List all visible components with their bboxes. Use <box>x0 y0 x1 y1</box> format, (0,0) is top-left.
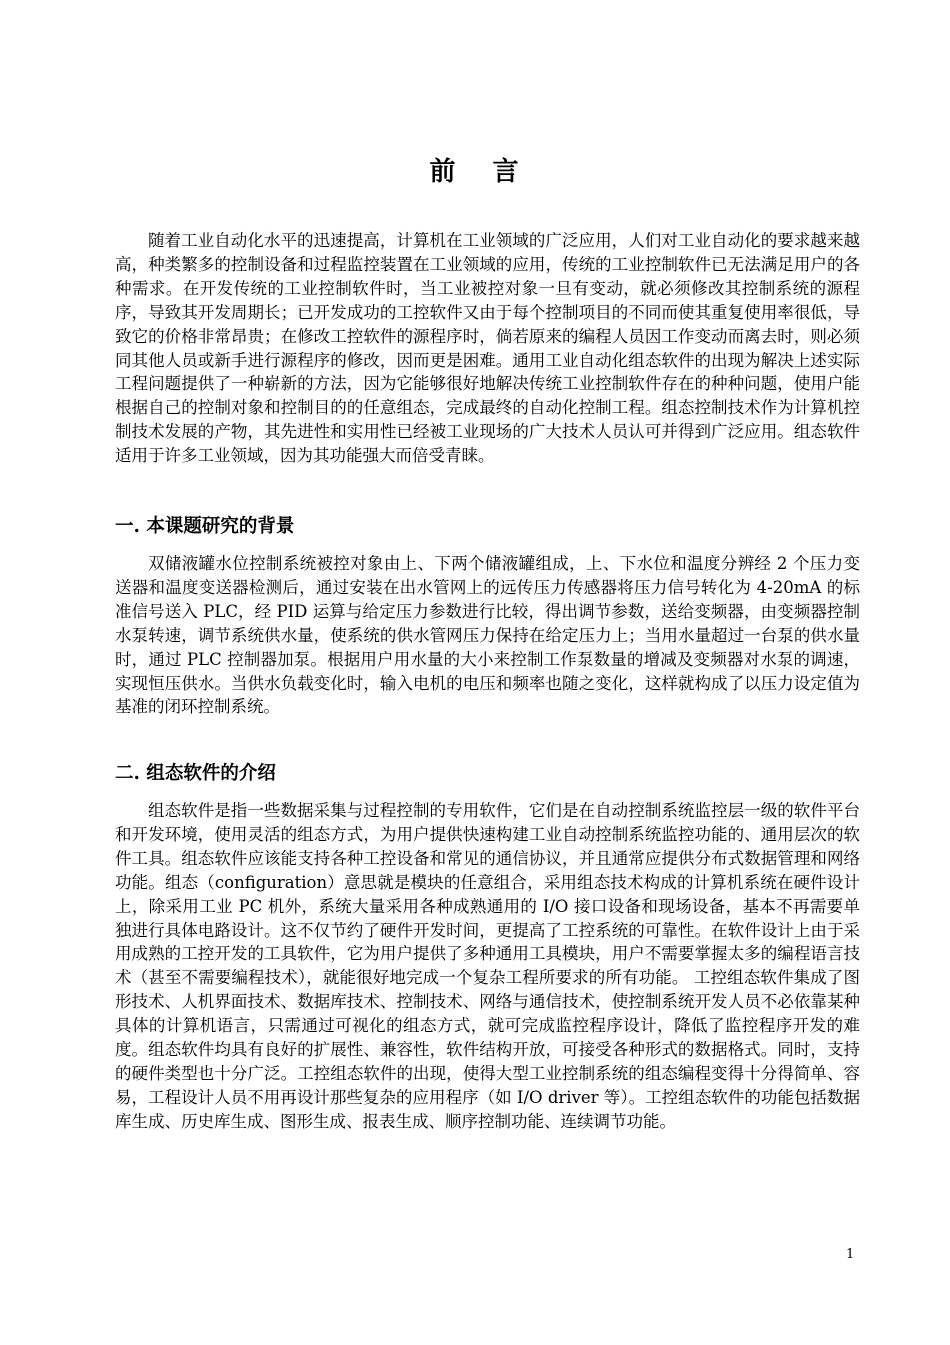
section-heading-background: 一. 本课题研究的背景 <box>115 516 295 537</box>
section-heading-configuration-software: 二. 组态软件的介绍 <box>115 763 276 784</box>
page-number: 1 <box>846 1247 855 1262</box>
background-paragraph: 双储液罐水位控制系统被控对象由上、下两个储液罐组成，上、下水位和温度分辨经 2 个压力变送器和温度变送器检测后，通过安装在出水管网上的远传压力传感器将压力信号转化为 4-20mA 的标准信号送入 PLC，经 PID 运算与给定压力参数进行比较，得出调节参数，送给变频器，由变频器控制水泵转速，调节系统供水量，使系统的供水管网压力保持在给定压力上；当用水量超过一台泵的供水量时，通过 PLC 控制器加泵。根据用户用水量的大小来控制工作泵数量的增减及变频器对水泵的调速，实现恒压供水。当供水负载变化时，输入电机的电压和频率也随之变化，这样就构成了以压力设定值为基准的闭环控制系统。 <box>115 554 860 717</box>
page-title: 前 言 <box>429 157 533 187</box>
configuration-software-paragraph: 组态软件是指一些数据采集与过程控制的专用软件，它们是在自动控制系统监控层一级的软件平台和开发环境，使用灵活的组态方式，为用户提供快速构建工业自动控制系统监控功能的、通用层次的软件工具。组态软件应该能支持各种工控设备和常见的通信协议，并且通常应提供分布式数据管理和网络功能。组态（configuration）意思就是模块的任意组合，采用组态技术构成的计算机系统在硬件设计上，除采用工业 PC 机外，系统大量采用各种成熟通用的 I/O 接口设备和现场设备，基本不再需要单独进行具体电路设计。这不仅节约了硬件开发时间，更提高了工控系统的可靠性。在软件设计上由于采用成熟的工控开发的工具软件，它为用户提供了多种通用工具模块，用户不需要掌握太多的编程语言技术（甚至不需要编程技术），就能很好地完成一个复杂工程所要求的所有功能。 工控组态软件集成了图形技术、人机界面技术、数据库技术、控制技术、网络与通信技术，使控制系统开发人员不必依靠某种具体的计算机语言，只需通过可视化的组态方式，就可完成监控程序设计，降低了监控程序开发的难度。组态软件均具有良好的扩展性、兼容性，软件结构开放，可接受各种形式的数据格式。同时，支持的硬件类型也十分广泛。工控组态软件的出现，使得大型工业控制系统的组态编程变得十分得简单、容易，工程设计人员不用再设计那些复杂的应用程序（如 I/O driver 等）。工控组态软件的功能包括数据库生成、历史库生成、图形生成、报表生成、顺序控制功能、连续调节功能。 <box>115 801 860 1131</box>
intro-paragraph: 随着工业自动化水平的迅速提高，计算机在工业领域的广泛应用，人们对工业自动化的要求越来越高，种类繁多的控制设备和过程监控装置在工业领域的应用，传统的工业控制软件已无法满足用户的各种需求。在开发传统的工业控制软件时，当工业被控对象一旦有变动，就必须修改其控制系统的源程序，导致其开发周期长；已开发成功的工控软件又由于每个控制项目的不同而使其重复使用率很低，导致它的价格非常昂贵；在修改工控软件的源程序时，倘若原来的编程人员因工作变动而离去时，则必须同其他人员或新手进行源程序的修改，因而更是困难。通用工业自动化组态软件的出现为解决上述实际工程问题提供了一种崭新的方法，因为它能够很好地解决传统工业控制软件存在的种种问题，使用户能根据自己的控制对象和控制目的的任意组态，完成最终的自动化控制工程。组态控制技术作为计算机控制技术发展的产物，其先进性和实用性已经被工业现场的广大技术人员认可并得到广泛应用。组态软件适用于许多工业领域，因为其功能强大而倍受青睐。 <box>115 231 860 466</box>
